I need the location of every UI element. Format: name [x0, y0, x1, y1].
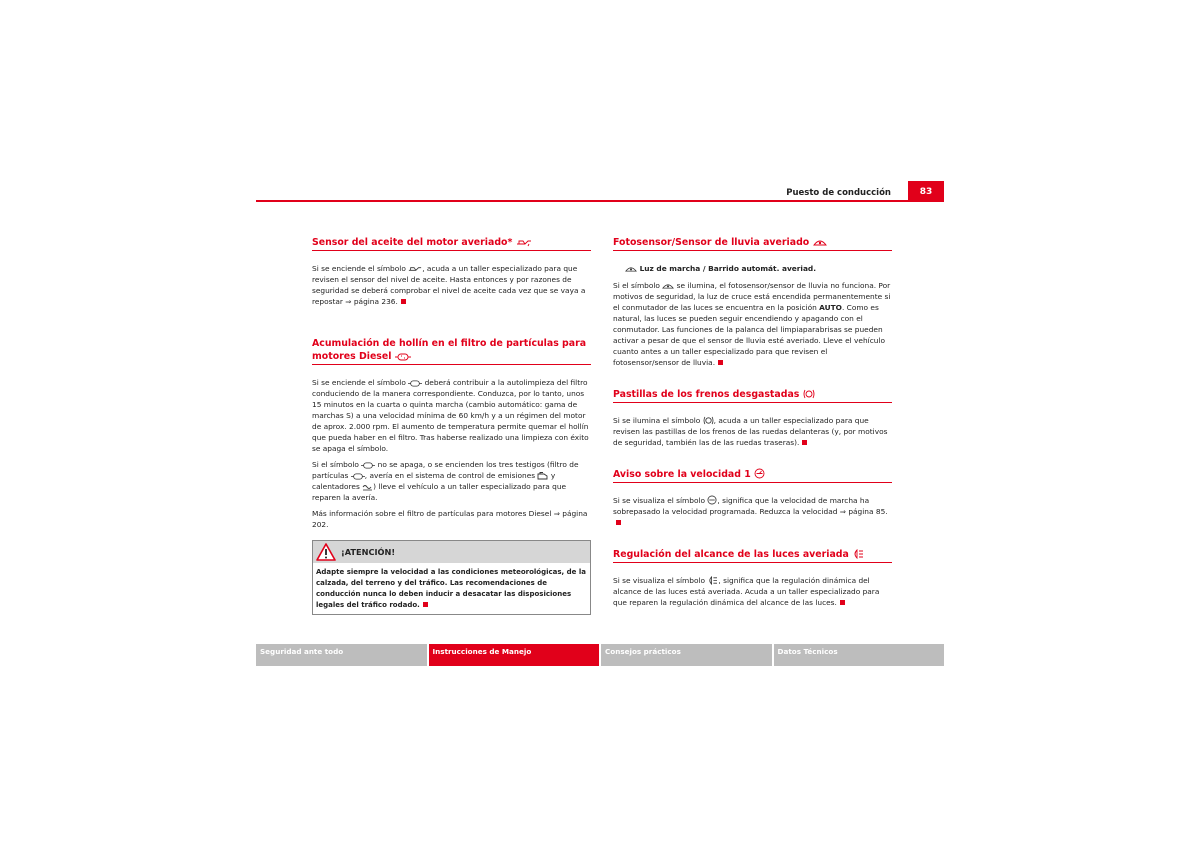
warning-triangle-icon: [316, 543, 336, 561]
paragraph: Si se enciende el símbolo deberá contribuir a la autolimpieza del filtro conduciendo de la manera correspondiente. Conduzca, por lo tanto, unos 15 minutos en la cuarta o quinta marcha (cambio automático: gama de marchas S) a una velocidad mínima de 60 km/h y a un régimen del motor de aprox. 2.000 rpm. El aumento de temperatura permite quemar el hollín que pueda haber en el filtro. Tras haberse realizado una limpieza con éxito se apaga el símbolo.: [312, 378, 589, 453]
brake-pad-icon: [803, 389, 815, 399]
heading-text: Pastillas de los frenos desgastadas: [613, 389, 800, 400]
section-heading-headlight-range: [613, 548, 892, 563]
paragraph: Si se ilumina el símbolo , acuda a un taller especializado para que revisen las pastillas de los frenos de las ruedas delanteras (y, por motivos de seguridad, también las de las ruedas traseras).: [613, 416, 888, 447]
heading-text: Fotosensor/Sensor de lluvia averiado: [613, 237, 810, 248]
particle-filter-icon: [351, 473, 365, 480]
paragraph: Más información sobre el filtro de partículas para motores Diesel ⇒ página 202.: [312, 509, 588, 529]
header-rule: [256, 200, 944, 202]
heading-text: Sensor del aceite del motor averiado*: [312, 237, 513, 248]
paragraph: Si se visualiza el símbolo , significa que la velocidad de marcha ha sobrepasado la velocidad programada. Reduzca la velocidad ⇒ página 85.: [613, 495, 892, 528]
rain-sensor-icon: [662, 282, 674, 290]
oil-sensor-icon: [408, 265, 422, 273]
warning-box: [312, 540, 591, 615]
section-heading-oil-sensor: [312, 236, 591, 251]
headlight-range-icon: [707, 576, 718, 585]
warning-text: Adapte siempre la velocidad a las condiciones meteorológicas, de la calzada, del terreno y del tráfico. Las recomendaciones de conducción nunca lo deben inducir a desacatar las disposiciones legales del tráfico rodado.: [316, 568, 586, 609]
page-number: 83: [908, 181, 944, 201]
warning-header: [313, 541, 590, 563]
speed-warning-icon: [754, 468, 765, 479]
chapter-nav: [256, 644, 944, 666]
subheading: Luz de marcha / Barrido automát. averiad.: [625, 263, 892, 274]
heading-text: Regulación del alcance de las luces averiada: [613, 549, 849, 560]
warning-title: ¡ATENCIÓN!: [341, 546, 396, 557]
section-heading-speed-warning: [613, 468, 892, 483]
particle-filter-icon: [361, 462, 375, 469]
particle-filter-icon: [408, 380, 422, 387]
emissions-control-icon: [537, 472, 548, 480]
rain-sensor-icon: [813, 238, 827, 247]
tab-datos[interactable]: Datos Técnicos: [774, 644, 945, 666]
right-column: [613, 236, 892, 613]
tab-seguridad[interactable]: Seguridad ante todo: [256, 644, 427, 666]
end-of-section-marker: [718, 360, 723, 365]
paragraph: Si el símbolo se ilumina, el fotosensor/sensor de lluvia no funciona. Por motivos de seguridad, la luz de cruce está encendida permanentemente si el conmutador de las luces se encuentra en la posición AUTO. Como es natural, las luces se pueden seguir encendiendo y apagando con el conmutador. Las funciones de la palanca del limpiaparabrisas se pueden activar a pesar de que el sensor de lluvia esté averiado. Lleve el vehículo cuanto antes a un taller especializado para que revisen el fotosensor/sensor de lluvia.: [613, 281, 891, 367]
end-of-section-marker: [616, 520, 621, 525]
end-of-section-marker: [802, 440, 807, 445]
tab-instrucciones[interactable]: Instrucciones de Manejo: [429, 644, 600, 666]
paragraph: Si se visualiza el símbolo , significa que la regulación dinámica del alcance de las luces está averiada. Acuda a un taller especializado para que reparen la regulación dinámica del alcance de las luces.: [613, 576, 880, 607]
left-column: [312, 236, 591, 615]
tab-consejos[interactable]: Consejos prácticos: [601, 644, 772, 666]
glow-plug-icon: [362, 483, 373, 491]
section-heading-rain-sensor: [613, 236, 892, 251]
heading-text: Acumulación de hollín en el filtro de partículas para motores Diesel: [312, 338, 587, 362]
headlight-range-icon: [852, 549, 864, 559]
running-header: Puesto de conducción: [786, 188, 891, 198]
oil-sensor-icon: [516, 238, 532, 247]
rain-sensor-icon: [625, 265, 637, 273]
end-of-section-marker: [401, 299, 406, 304]
section-heading-particle-filter: [312, 337, 591, 365]
end-of-section-marker: [423, 602, 428, 607]
brake-pad-icon: [703, 416, 714, 425]
particle-filter-icon: [395, 353, 411, 361]
paragraph: Si el símbolo no se apaga, o se encienden los tres testigos (filtro de partículas , avería en el sistema de control de emisiones y calentadores ) lleve el vehículo a un taller especializado para que reparen la avería.: [312, 460, 579, 502]
heading-text: Aviso sobre la velocidad 1: [613, 469, 751, 480]
paragraph: Si se enciende el símbolo , acuda a un taller especializado para que revisen el sensor del nivel de aceite. Hasta entonces y por razones de seguridad se deberá comprobar el nivel de aceite cada vez que se vaya a repostar ⇒ página 236.: [312, 264, 586, 306]
end-of-section-marker: [840, 600, 845, 605]
section-heading-brake-pads: [613, 388, 892, 403]
speed-warning-icon: [707, 495, 717, 505]
